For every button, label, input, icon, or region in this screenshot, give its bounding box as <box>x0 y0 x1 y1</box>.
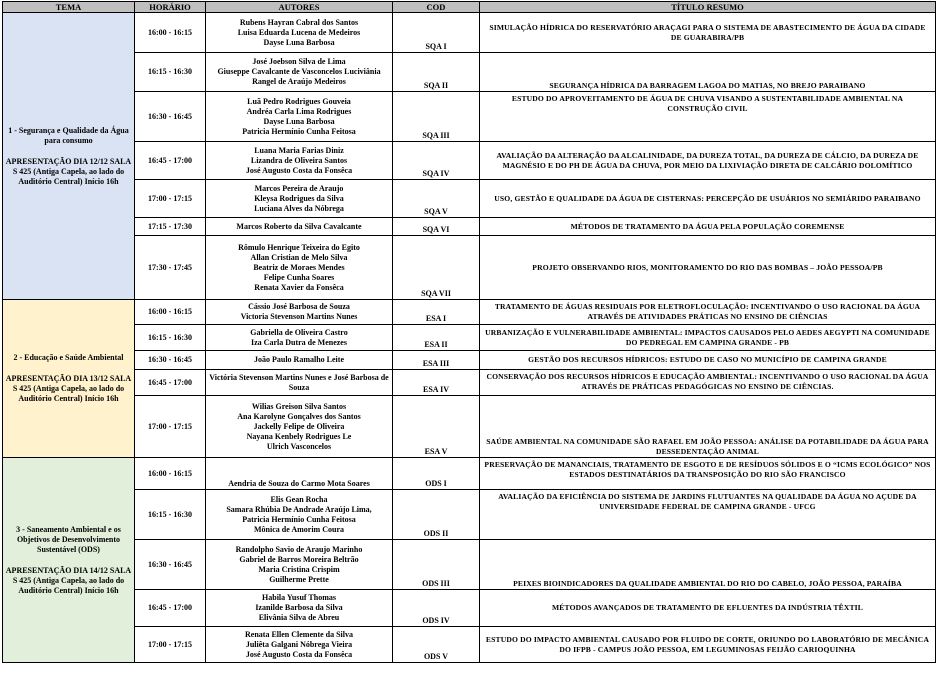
authors-cell <box>206 590 393 627</box>
author-name: Marcos Pereira de Araujo <box>254 183 344 193</box>
author-name: José Augusto Costa da Fonsêca <box>245 649 353 659</box>
theme-cell-2 <box>3 300 135 458</box>
theme-cell-1 <box>3 13 135 300</box>
time-cell: 17:00 - 17:15 <box>135 180 206 218</box>
author-name: Beatriz de Moraes Mendes <box>253 262 345 272</box>
author-name: Elis Gean Rocha <box>270 494 328 504</box>
authors-cell <box>206 540 393 590</box>
author-name: Dayse Luna Barbosa <box>263 37 335 47</box>
author-name: Juliêta Galgani Nóbrega Vieira <box>245 639 353 649</box>
code-cell: ESA IV <box>393 370 480 396</box>
time-cell: 16:45 - 17:00 <box>135 590 206 627</box>
author-name: Luciana Alves da Nóbrega <box>254 203 344 213</box>
author-name: Randolpho Savio de Araujo Marinho <box>235 544 363 554</box>
author-name: Aendria de Souza do Carmo Mota Soares <box>228 479 370 488</box>
header-tema: TEMA <box>3 2 135 13</box>
header-titulo: TÍTULO RESUMO <box>480 2 936 13</box>
time-cell: 16:00 - 16:15 <box>135 458 206 490</box>
code-cell: SQA I <box>393 13 480 53</box>
author-name: Nayana Kenbely Rodrigues Le <box>246 431 352 441</box>
author-name: João Paulo Ramalho Leite <box>254 355 344 364</box>
time-cell: 16:15 - 16:30 <box>135 325 206 351</box>
table-row <box>3 490 936 540</box>
title-cell: TRATAMENTO DE ÁGUAS RESIDUAIS POR ELETROFLOCULAÇÃO: INCENTIVANDO O USO RACIONAL DA ÁGUA ATRAVÉS DE ATIVIDADES PRÁTICAS NO ENSINO DE CIÊNCIAS <box>480 300 936 325</box>
table-row <box>3 300 936 325</box>
schedule-table <box>2 1 936 663</box>
code-cell: SQA IV <box>393 142 480 180</box>
authors-cell <box>206 370 393 396</box>
time-cell: 16:15 - 16:30 <box>135 490 206 540</box>
table-row <box>3 53 936 92</box>
authors-cell <box>206 180 393 218</box>
author-name: Wilias Greison Silva Santos <box>251 401 347 411</box>
author-name: Andréa Carla Lima Rodrigues <box>246 106 352 116</box>
author-name: Rangel de Araújo Medeiros <box>252 77 346 86</box>
authors-cell <box>206 142 393 180</box>
author-name: Felipe Cunha Soares <box>263 272 335 282</box>
code-cell: SQA VII <box>393 236 480 300</box>
author-name: Victória Stevenson Martins Nunes e José Barbosa de Souza <box>209 372 389 392</box>
author-name: Jackelly Felipe de Oliveira <box>253 421 345 431</box>
code-cell: SQA VI <box>393 218 480 236</box>
author-name: Gabriel de Barros Moreira Beltrão <box>239 554 359 564</box>
title-cell: AVALIAÇÃO DA ALTERAÇÃO DA ALCALINIDADE, DA DUREZA TOTAL, DA DUREZA DE CÁLCIO, DA DUREZA DE MAGNÉSIO E DO PH DE ÁGUA DA CHUVA, POR MEIO DA LIXIVIAÇÃO DIRETA DE CALCÁRIO DOLOMÍTICO <box>480 142 936 180</box>
table-row <box>3 180 936 218</box>
author-name: Mônica de Amorim Coura <box>254 524 344 534</box>
title-cell: SIMULAÇÃO HÍDRICA DO RESERVATÓRIO ARAÇAGI PARA O SISTEMA DE ABASTECIMENTO DE ÁGUA DA CIDADE DE GUARABIRA/PB <box>480 13 936 53</box>
authors-cell <box>206 53 393 92</box>
theme-title: 3 - Saneamento Ambiental e os Objetivos de Desenvolvimento Sustentável (ODS) <box>16 524 121 554</box>
authors-cell <box>206 458 393 490</box>
code-cell: ODS I <box>393 458 480 490</box>
authors-cell <box>206 490 393 540</box>
time-cell: 16:15 - 16:30 <box>135 53 206 92</box>
authors-cell <box>206 236 393 300</box>
table-row <box>3 540 936 590</box>
table-row <box>3 92 936 142</box>
author-name: Rômulo Henrique Teixeira do Egito <box>238 242 360 252</box>
author-name: Luisa Eduarda Lucena de Medeiros <box>237 27 361 37</box>
code-cell: ODS II <box>393 490 480 540</box>
table-row <box>3 325 936 351</box>
table-row <box>3 351 936 370</box>
header-cod: COD <box>393 2 480 13</box>
code-cell: ESA V <box>393 396 480 458</box>
author-name: Ulrich Vasconcelos <box>266 441 332 451</box>
theme-info: APRESENTAÇÃO DIA 13/12 SALA S 425 (Antiga Capela, ao lado do Auditório Central) Início 16h <box>5 374 132 403</box>
authors-cell <box>206 325 393 351</box>
title-cell: GESTÃO DOS RECURSOS HÍDRICOS: ESTUDO DE CASO NO MUNICÍPIO DE CAMPINA GRANDE <box>480 351 936 370</box>
author-name: Lizandra de Oliveira Santos <box>250 155 348 165</box>
time-cell: 16:30 - 16:45 <box>135 351 206 370</box>
code-cell: SQA II <box>393 53 480 92</box>
code-cell: ODS III <box>393 540 480 590</box>
author-name: Luana Maria Farias Diniz <box>254 145 344 155</box>
title-cell: ESTUDO DO APROVEITAMENTO DE ÁGUA DE CHUVA VISANDO A SUSTENTABILIDADE AMBIENTAL NA CONSTRUÇÃO CIVIL <box>480 92 936 142</box>
time-cell: 16:45 - 17:00 <box>135 370 206 396</box>
author-name: Cássio José Barbosa de Souza <box>248 302 350 311</box>
authors-cell <box>206 218 393 236</box>
author-name: Victoria Stevenson Martins Nunes <box>240 312 358 321</box>
author-name: Rubens Hayran Cabral dos Santos <box>239 17 359 27</box>
title-cell: CONSERVAÇÃO DOS RECURSOS HÍDRICOS E EDUCAÇÃO AMBIENTAL: INCENTIVANDO O USO RACIONAL DA ÁGUA ATRAVÉS DE PRÁTICAS PEDAGÓGICAS NO ENSINO DE CIÊNCIAS. <box>480 370 936 396</box>
theme-title: 2 - Educação e Saúde Ambiental <box>13 353 124 362</box>
table-row <box>3 142 936 180</box>
table-row <box>3 236 936 300</box>
time-cell: 16:00 - 16:15 <box>135 13 206 53</box>
code-cell: SQA III <box>393 92 480 142</box>
table-row <box>3 627 936 663</box>
authors-cell <box>206 351 393 370</box>
theme-cell-3 <box>3 458 135 663</box>
code-cell: ESA II <box>393 325 480 351</box>
table-row <box>3 590 936 627</box>
author-name: Allan Cristian de Melo Silva <box>250 252 348 262</box>
table-row <box>3 370 936 396</box>
title-cell: USO, GESTÃO E QUALIDADE DA ÁGUA DE CISTERNAS: PERCEPÇÃO DE USUÁRIOS NO SEMIÁRIDO PARAIBANO <box>480 180 936 218</box>
code-cell: ESA III <box>393 351 480 370</box>
author-name: Gabriella de Oliveira Castro <box>250 327 348 337</box>
title-cell: PROJETO OBSERVANDO RIOS, MONITORAMENTO DO RIO DAS BOMBAS – JOÃO PESSOA/PB <box>480 236 936 300</box>
authors-cell <box>206 92 393 142</box>
title-cell: MÉTODOS AVANÇADOS DE TRATAMENTO DE EFLUENTES DA INDÚSTRIA TÊXTIL <box>480 590 936 627</box>
title-cell: URBANIZAÇÃO E VULNERABILIDADE AMBIENTAL: IMPACTOS CAUSADOS PELO AEDES AEGYPTI NA COMUNIDADE DO PEDREGAL EM CAMPINA GRANDE - PB <box>480 325 936 351</box>
header-row <box>3 2 936 13</box>
author-name: Izanilde Barbosa da Silva <box>255 603 343 612</box>
table-row <box>3 458 936 490</box>
author-name: Elivânia Silva de Abreu <box>258 613 340 622</box>
authors-cell <box>206 13 393 53</box>
author-name: Habila Yusuf Thomas <box>262 593 336 602</box>
author-name: Renata Ellen Clemente da Silva <box>245 629 353 639</box>
theme-info: APRESENTAÇÃO DIA 14/12 SALA S 425 (Antiga Capela, ao lado do Auditório Central) Início 16h <box>5 565 132 595</box>
title-cell: MÉTODOS DE TRATAMENTO DA ÁGUA PELA POPULAÇÃO COREMENSE <box>480 218 936 236</box>
author-name: Kleysa Rodrigues da Silva <box>254 193 344 203</box>
author-name: José Augusto Costa da Fonsêca <box>245 165 353 175</box>
theme-info: APRESENTAÇÃO DIA 12/12 SALA S 425 (Antiga Capela, ao lado do Auditório Central) Início 16h <box>5 156 132 186</box>
table-row <box>3 396 936 458</box>
author-name: Patricia Hermínio Cunha Feitosa <box>242 126 356 136</box>
author-name: Iza Carla Dutra de Menezes <box>251 337 347 347</box>
time-cell: 17:30 - 17:45 <box>135 236 206 300</box>
table-row <box>3 13 936 53</box>
author-name: Patricia Hermínio Cunha Feitosa <box>242 514 356 524</box>
time-cell: 17:00 - 17:15 <box>135 627 206 663</box>
authors-cell <box>206 396 393 458</box>
title-cell: SAÚDE AMBIENTAL NA COMUNIDADE SÃO RAFAEL EM JOÃO PESSOA: ANÁLISE DA POTABILIDADE DA ÁGUA PARA DESSEDENTAÇÃO ANIMAL <box>480 396 936 458</box>
code-cell: ODS IV <box>393 590 480 627</box>
author-name: Dayse Luna Barbosa <box>263 116 335 126</box>
author-name: Marcos Roberto da Silva Cavalcante <box>236 221 362 231</box>
title-cell: ESTUDO DO IMPACTO AMBIENTAL CAUSADO POR FLUIDO DE CORTE, ORIUNDO DO LABORATÓRIO DE MECÂNICA DO IFPB - CAMPUS JOÃO PESSOA, EM LEGUMINOSAS FEIJÃO CARIOQUINHA <box>480 627 936 663</box>
code-cell: ODS V <box>393 627 480 663</box>
time-cell: 16:30 - 16:45 <box>135 92 206 142</box>
authors-cell <box>206 300 393 325</box>
time-cell: 16:30 - 16:45 <box>135 540 206 590</box>
title-cell: AVALIAÇÃO DA EFICIÊNCIA DO SISTEMA DE JARDINS FLUTUANTES NA QUALIDADE DA ÁGUA NO AÇUDE DA UNIVERSIDADE FEDERAL DE CAMPINA GRANDE - UFCG <box>480 490 936 540</box>
table-row <box>3 218 936 236</box>
title-cell: SEGURANÇA HÍDRICA DA BARRAGEM LAGOA DO MATIAS, NO BREJO PARAIBANO <box>480 53 936 92</box>
time-cell: 16:45 - 17:00 <box>135 142 206 180</box>
title-cell: PEIXES BIOINDICADORES DA QUALIDADE AMBIENTAL DO RIO DO CABELO, JOÃO PESSOA, PARAÍBA <box>480 540 936 590</box>
header-horario: HORÁRIO <box>135 2 206 13</box>
time-cell: 16:00 - 16:15 <box>135 300 206 325</box>
author-name: Ana Karolyne Gonçalves dos Santos <box>237 411 361 421</box>
author-name: Giuseppe Cavalcante de Vasconcelos Luciviânia <box>217 67 381 76</box>
title-cell: PRESERVAÇÃO DE MANANCIAIS, TRATAMENTO DE ESGOTO E DE RESÍDUOS SÓLIDOS E O “ICMS ECOLÓGICO” NOS ESTADOS DESTINATÁRIOS DA TRANSPOSIÇÃO DO RIO SÃO FRANCISCO <box>480 458 936 490</box>
time-cell: 17:00 - 17:15 <box>135 396 206 458</box>
author-name: Luã Pedro Rodrigues Gouveia <box>247 96 351 106</box>
author-name: Maria Cristina Crispim <box>258 564 340 574</box>
authors-cell <box>206 627 393 663</box>
time-cell: 17:15 - 17:30 <box>135 218 206 236</box>
theme-title: 1 - Segurança e Qualidade da Água para consumo <box>8 125 129 145</box>
code-cell: ESA I <box>393 300 480 325</box>
header-autores: AUTORES <box>206 2 393 13</box>
author-name: Guilherme Prette <box>269 574 329 584</box>
author-name: José Joebson Silva de Lima <box>252 57 346 66</box>
code-cell: SQA V <box>393 180 480 218</box>
author-name: Renata Xavier da Fonsêca <box>254 282 344 292</box>
author-name: Samara Rhúbia De Andrade Araújo Lima, <box>226 504 372 514</box>
